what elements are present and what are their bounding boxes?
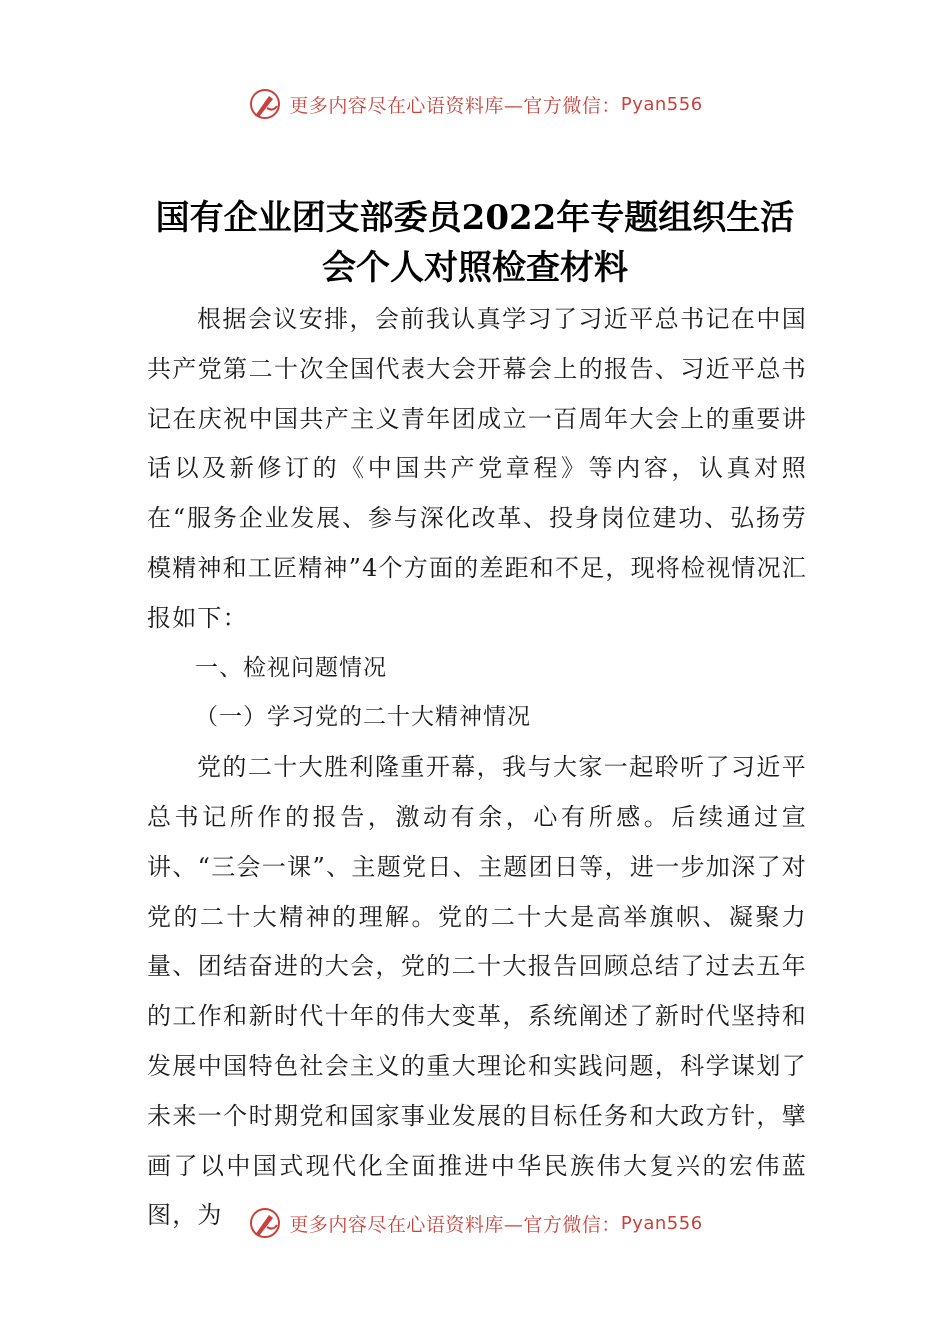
- subsection-heading: （一）学习党的二十大精神情况: [195, 704, 531, 731]
- title-line-2: 会个人对照检查材料: [322, 248, 628, 288]
- watermark-text: 更多内容尽在心语资料库—官方微信：: [289, 1213, 621, 1236]
- watermark-wechat: Pyan556: [620, 93, 703, 115]
- subsection-paragraph: 党的二十大胜利隆重开幕，我与大家一起聆听了习近平总书记所作的报告，激动有余，心有所感。后续通过宣讲、“三会一课”、主题党日、主题团日等，进一步加深了对党的二十大精神的理解。党的二十大是高举旗帜、凝聚力量、团结奋进的大会，党的二十大报告回顾总结了过去五年的工作和新时代十年的伟大变革，系统阐述了新时代坚持和发展中国特色社会主义的重大理论和实践问题，科学谋划了未来一个时期党和国家事业发展的目标任务和大政方针，擘画了以中国式现代化全面推进中华民族伟大复兴的宏伟蓝图，为: [147, 753, 807, 1230]
- watermark-banner-bottom: [0, 1203, 950, 1243]
- pen-nib-logo-icon: [247, 86, 283, 122]
- document-title: [120, 193, 830, 293]
- pen-nib-logo-icon: [247, 1205, 283, 1241]
- title-line-1: 国有企业团支部委员2022年专题组织生活: [155, 198, 795, 238]
- watermark-banner-top: [0, 84, 950, 124]
- section-heading: 一、检视问题情况: [195, 654, 387, 681]
- intro-paragraph: 根据会议安排，会前我认真学习了习近平总书记在中国共产党第二十次全国代表大会开幕会上的报告、习近平总书记在庆祝中国共产主义青年团成立一百周年大会上的重要讲话以及新修订的《中国共产党章程》等内容，认真对照在“服务企业发展、参与深化改革、投身岗位建功、弘扬劳模精神和工匠精神”4个方面的差距和不足，现将检视情况汇报如下：: [147, 305, 807, 632]
- document-body: [147, 295, 807, 1241]
- watermark-text: 更多内容尽在心语资料库—官方微信：: [289, 94, 621, 117]
- watermark-wechat: Pyan556: [620, 1212, 703, 1234]
